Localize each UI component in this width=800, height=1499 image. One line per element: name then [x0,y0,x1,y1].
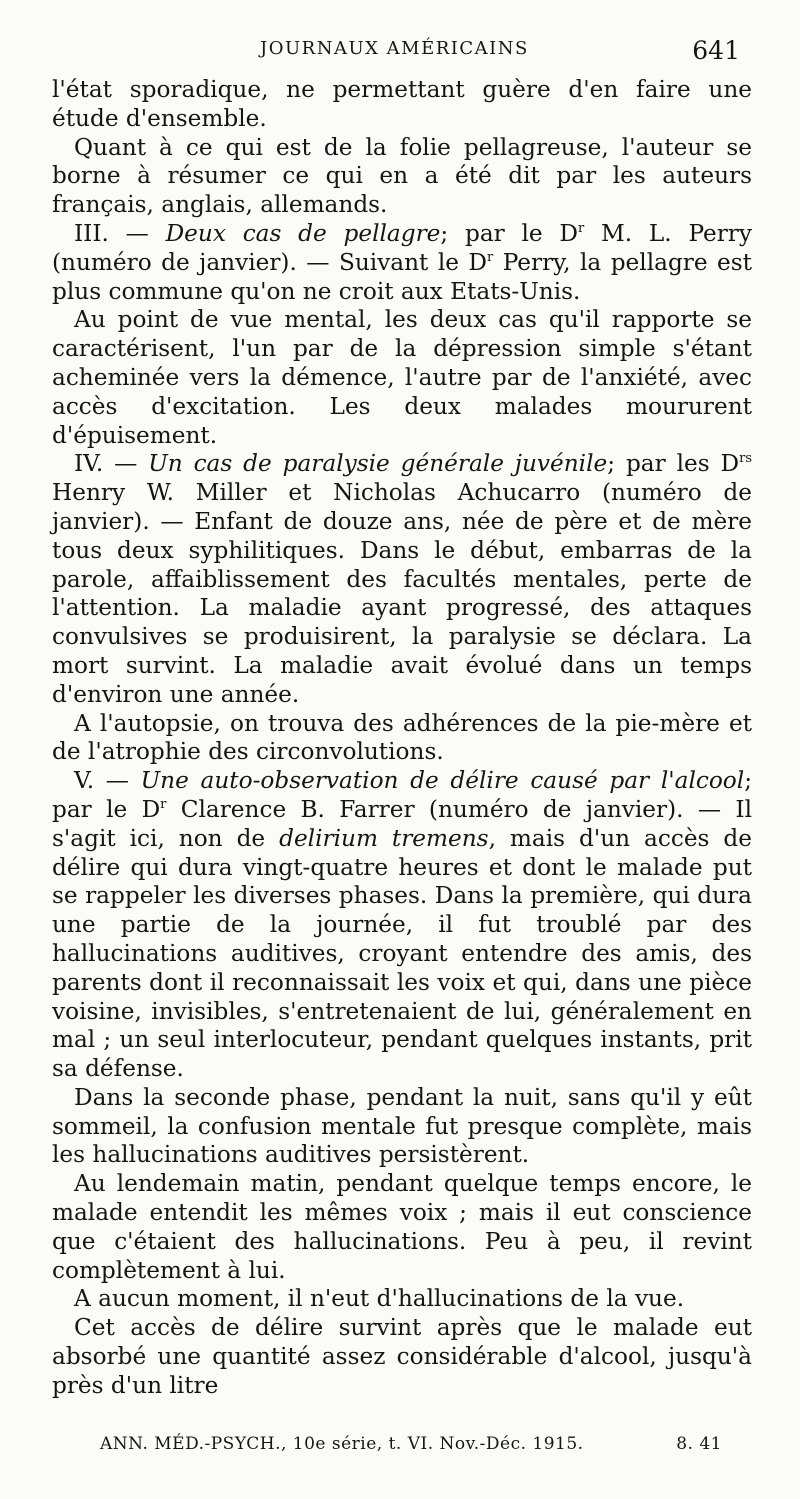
paragraph-7-by: ; par le D [52,767,752,823]
superscript: r [487,249,494,265]
running-head: JOURNAUX AMÉRICAINS [260,38,529,59]
section-number-3: III. — [74,219,166,247]
superscript: r [578,220,585,236]
page-number: 641 [692,36,740,65]
paragraph-2: Quant à ce qui est de la folie pellagreuse, l'auteur se borne à résumer ce qui en a été dit par les auteurs français, anglais, allemands. [52,133,752,219]
paragraph-3-by: ; par le D [440,219,579,247]
body-text [52,76,752,1401]
superscript: r [160,796,167,812]
paragraph-7 [52,767,752,1084]
section-title-5: Une auto-observation de délire causé par l'alcool [140,767,745,795]
page-footer [100,1434,722,1464]
paragraph-7-italic: delirium tremens [279,824,489,852]
page-header [52,38,740,74]
paragraph-5-text: Henry W. Miller et Nicholas Achucarro (numéro de janvier). — Enfant de douze ans, née de père et de mère tous deux syphilitiques. Dans le début, embarras de la parole, affaiblissement des facultés mentales, perte de l'attention. La maladie ayant progressé, des attaques convulsives se produisirent, la paralysie se déclara. La mort survint. La maladie avait évolué dans un temps d'environ une année. [52,479,752,708]
paragraph-11: Cet accès de délire survint après que le malade eut absorbé une quantité assez considérable d'alcool, jusqu'à près d'un litre [52,1314,752,1399]
section-title-4: Un cas de paralysie générale juvénile [148,450,608,478]
paragraph-7-text-2: , mais d'un accès de délire qui dura vingt-quatre heures et dont le malade put se rappeler les diverses phases. Dans la première, qui dura une partie de la journée, il fut troublé par des hallucinations auditives, croyant entendre des amis, des parents dont il reconnaissait les voix et qui, dans une pièce voisine, invisibles, s'entretenaient de lui, généralement en mal ; un seul interlocuteur, pendant quelques instants, prit sa défense. [52,824,752,1083]
paragraph-7-text: Clarence B. Farrer (numéro de janvier). — Il s'agit ici, non de [52,795,752,852]
footer-signature: 8. 41 [676,1434,722,1454]
section-number-5: V. — [74,767,141,795]
paragraph-9: Au lendemain matin, pendant quelque temps encore, le malade entendit les mêmes voix ; mais il eut conscience que c'étaient des hallucinations. Peu à peu, il revint complètement à lui. [52,1170,752,1284]
section-title-3: Deux cas de pellagre [165,219,441,247]
paragraph-4: Au point de vue mental, les deux cas qu'il rapporte se caractérisent, l'un par de la dépression simple s'étant acheminée vers la démence, l'autre par de l'anxiété, avec accès d'excitation. Les deux malades moururent d'épuisement. [52,306,752,449]
footer-citation: ANN. MÉD.-PSYCH., 10e série, t. VI. Nov.-Déc. 1915. [100,1434,584,1454]
paragraph-5-by: ; par les D [607,450,740,478]
paragraph-5 [52,450,752,709]
paragraph-6: A l'autopsie, on trouva des adhérences de la pie-mère et de l'atrophie des circonvolutions. [52,709,752,766]
paragraph-10: A aucun moment, il n'eut d'hallucinations de la vue. [74,1285,685,1313]
superscript: rs [739,451,753,467]
paragraph-1: l'état sporadique, ne permettant guère d'en faire une étude d'ensemble. [52,76,752,132]
paragraph-3 [52,220,752,306]
paragraph-3-text: M. L. Perry (numéro de janvier). — Suivant le D [52,219,752,276]
paragraph-8: Dans la seconde phase, pendant la nuit, sans qu'il y eût sommeil, la confusion mentale fut presque complète, mais les hallucinations auditives persistèrent. [52,1083,752,1169]
paragraph-3-text-2: Perry, la pellagre est plus commune qu'on ne croit aux Etats-Unis. [52,248,752,305]
section-number-4: IV. — [74,450,149,478]
